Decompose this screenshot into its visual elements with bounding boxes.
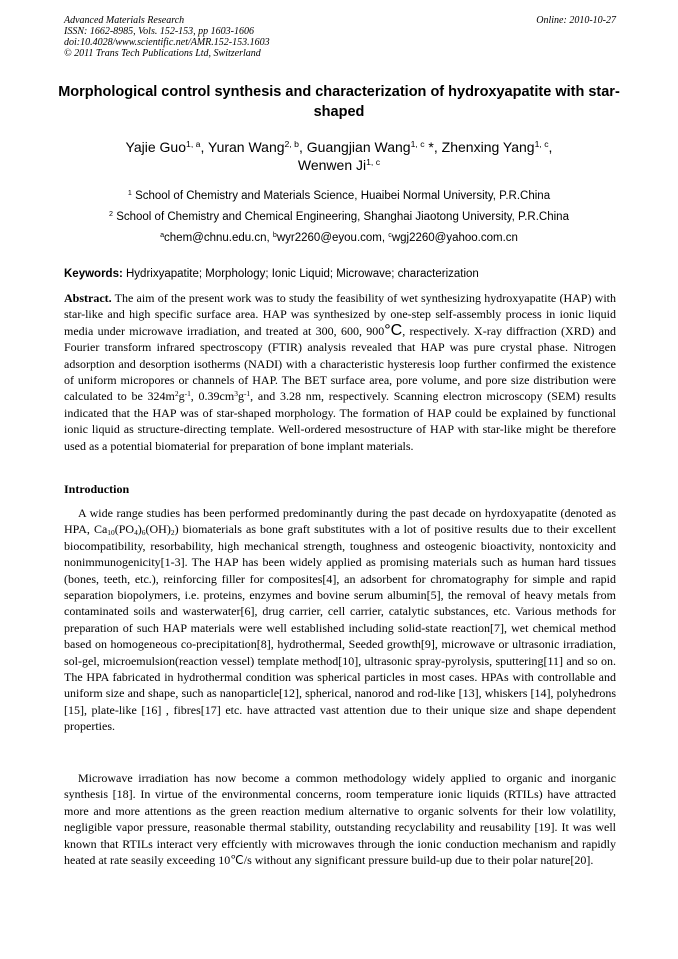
paragraph-text: (OH): [145, 522, 171, 537]
journal-header: [64, 15, 616, 59]
affiliation-text: School of Chemistry and Materials Science, Huaibei Normal University, P.R.China: [135, 190, 551, 202]
abstract-text: , and 3.28 nm, respectively. Scanning electron microscopy (SEM) results indicated that the HAP was of star-shaped morphology. The formation of HAP could be explained by functional ionic liquid as structure-directing template. Well-ordered mesostructure of HAP with star-like might be therefore used as a potential biomaterial for preparation of bone implant materials.: [64, 389, 616, 453]
introduction-paragraph-1: [64, 505, 616, 735]
superscript: -1: [243, 389, 251, 399]
superscript: 2: [174, 389, 179, 399]
keywords-label: Keywords:: [64, 268, 123, 280]
author-name: Yajie Guo: [125, 139, 186, 155]
subscript: 4: [134, 528, 138, 538]
affiliation-1: [40, 186, 638, 207]
email-sup: c: [388, 231, 392, 240]
author-list: Yajie Guo$^{1, a}$, Yuran Wang$^{2, b}$, Guangjian Wang$^{1, c}$ *, Zhenxing Yang$^{1, c}$, Wenwen Ji$^{1, c}$: [125, 139, 553, 173]
author-name: Yuran Wang: [208, 139, 285, 155]
subscript: 2: [170, 528, 175, 538]
author-affil-sup: 1, c: [410, 139, 425, 150]
paragraph-text: (PO: [114, 522, 135, 537]
paper-title: Morphological control synthesis and characterization of hydroxyapatite with star-shaped: [58, 84, 620, 120]
author-name: Wenwen Ji: [297, 157, 367, 173]
superscript: -1: [184, 389, 191, 399]
abstract-text: 0.39cm: [193, 389, 235, 404]
email-link[interactable]: wgj2260@yahoo.com.cn: [391, 232, 518, 244]
keywords: [64, 267, 616, 281]
email-link[interactable]: wyr2260@eyou.com: [276, 232, 382, 244]
affiliation-2: [40, 207, 638, 228]
author-name: Guangjian Wang: [306, 139, 411, 155]
email-sup: a: [160, 231, 165, 240]
subscript: 6: [141, 528, 146, 538]
paragraph-text: ): [137, 522, 142, 537]
email-line: $^a$chem@chnu.edu.cn, $^b$wyr2260@eyou.com, $^c$wgj2260@yahoo.com.cn: [160, 231, 518, 244]
corresponding-mark: *: [424, 139, 434, 155]
keywords-text: Hydrixyapatite; Morphology; Ionic Liquid; Microwave; characterization: [126, 268, 479, 280]
issn-line: ISSN: 1662-8985, Vols. 152-153, pp 1603-1606: [64, 26, 254, 37]
journal-name: Advanced Materials Research: [64, 15, 185, 26]
introduction-paragraph-2: Microwave irradiation has now become a common methodology widely applied to organic and inorganic synthesis [18]. In virtue of the environmental concerns, room temperature ionic liquids (RTILs) have attracted more and more attentions as the green reaction medium alternative to organic solvents for their low volatility, negligible vapor pressure, reasonable thermal stability, outstanding recyclability and reusability [19]. It was well known that RTILs interact very effciently with microwaves through the ionic conduction mechanism and rapidly heated at rate seasily exceeding 10℃/s without any significant pressure build-up due to their polar nature[20].: [64, 771, 616, 868]
author-affil-sup: 1, c: [534, 139, 549, 150]
subscript: 10: [107, 528, 115, 538]
author-name: Zhenxing Yang: [441, 139, 535, 155]
author-affil-sup: 2, b: [284, 139, 299, 150]
affiliation-number: 1: [127, 189, 132, 198]
affiliation-text: School of Chemistry and Chemical Engineering, Shanghai Jiaotong University, P.R.China: [116, 211, 569, 223]
copyright-line: © 2011 Trans Tech Publications Ltd, Switzerland: [64, 48, 261, 59]
abstract-text: The aim of the present work was to study the feasibility of wet synthesizing hydroxyapatite (HAP) with star-like and high specific surface area. HAP was synthesized by one-step self-assembly process in ionic liquid media under microwave irradiation, and treated at 300, 600, 900: [64, 291, 616, 338]
doi-line: doi:10.4028/www.scientific.net/AMR.152-153.1603: [64, 37, 270, 48]
online-date: Online: 2010-10-27: [536, 15, 616, 26]
author-affil-sup: 1, a: [186, 139, 201, 150]
email-link[interactable]: chem@chnu.edu.cn: [164, 232, 267, 244]
affiliation-number: 2: [109, 210, 113, 219]
abstract: [64, 290, 616, 454]
superscript: 3: [234, 389, 238, 399]
abstract-text: g: [178, 389, 185, 404]
section-heading-introduction: Introduction: [64, 482, 130, 496]
abstract-text: ,: [190, 389, 194, 404]
abstract-label: Abstract.: [64, 291, 112, 305]
abstract-text: g: [237, 389, 244, 404]
degree-unit: °C: [384, 321, 403, 339]
abstract-text: , respectively. X-ray diffraction (XRD) and Fourier transform infrared spectroscopy (FTIR) analysis revealed that HAP was pure crystal phase. Nitrogen adsorption and desorption isotherms (NADI) with a characteristic hysteresis loop further confirmed the existence of uniform micropores or channels of HAP. The BET surface area, pore volume, and pore size distribution were calculated to be 324m: [64, 323, 616, 404]
email-sup: b: [272, 231, 277, 240]
author-affil-sup: 1, c: [366, 157, 381, 168]
paragraph-text: A wide range studies has been performed predominantly during the past decade on hyrdoxyapatite (denoted as HPA, Ca: [64, 506, 616, 537]
paragraph-text: ) biomaterials as bone graft substitutes with a lot of positive results due to their excellent biocompatibility, resorbability, high mechanical strength, toughness and osteogenic bioactivity, nontoxicity and nonimmunogenicity[1-3]. The HAP has been widely applied as promising materials such as human hard tissues (bones, teeth, etc.), reinforcing filler for composites[4], an adsorbent for chromatography for simple and rapid separation biopolymers, i.e. proteins, enzymes and bovine serum albumin[5], the removal of heavy metals from contaminated soils and wasterwater[6], drug carrier, cell carrier, catalytic substances, etc. Various methods for preparation of such HAP materials were well established including solid-state reaction[7], wet chemical method based on homogeneous co-precipitation[8], hydrothermal, Seeded growth[9], microwave or ultrasonic irradiation, sol-gel, microemulsion(reaction vessel) template method[10], ultrasonic spray-pyrolysis, sputtering[11] and so on. The HPA fabricated in hydrothermal condition was spherical particles in most cases. HPAs with controllable and uniform size and shape, such as nanoparticle[12], spherical, nanorod and rod-like [13], whiskers [14], polyhedrons [15], plate-like [16] , fibres[17] etc. have attracted vast attention due to their unique size and shape dependent properties.: [64, 522, 616, 734]
affiliations: [40, 186, 638, 249]
